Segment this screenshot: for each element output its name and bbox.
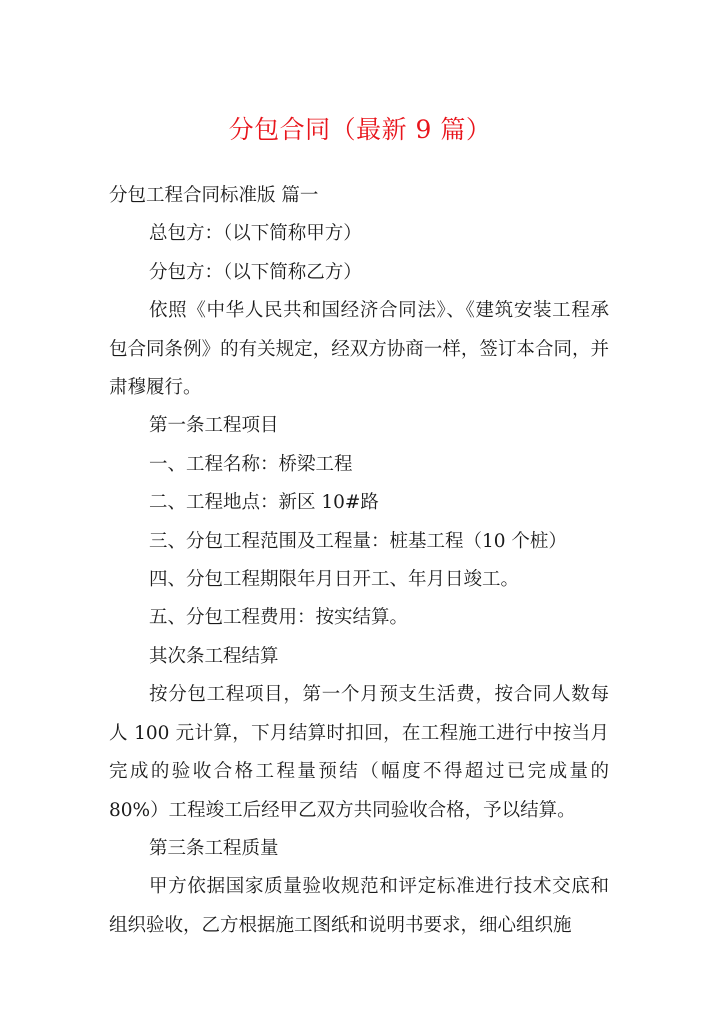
- article-3-heading: 第三条工程质量: [149, 837, 279, 859]
- article-2-heading: 其次条工程结算: [149, 645, 279, 667]
- project-period-item: 四、分包工程期限年月日开工、年月日竣工。: [149, 569, 520, 591]
- settlement-paragraph: 按分包工程项目，第一个月预支生活费，按合同人数每人 100 元计算，下月结算时扣回，在工程施工进行中按当月完成的验收合格工程量预结（幅度不得超过已完成量的 80%）工程竣工后经甲乙双方共同验收合格，予以结算。: [109, 684, 609, 821]
- party-a-paragraph: 总包方：（以下简称甲方）: [149, 223, 362, 245]
- basis-paragraph: 依照《中华人民共和国经济合同法》、《建筑安装工程承包合同条例》的有关规定，经双方协商一样，签订本合同，并肃穆履行。: [109, 300, 609, 399]
- party-b-paragraph: 分包方：（以下简称乙方）: [149, 261, 362, 283]
- project-name-item: 一、工程名称：桥梁工程: [149, 453, 353, 475]
- project-cost-item: 五、分包工程费用：按实结算。: [149, 607, 409, 629]
- quality-paragraph: 甲方依据国家质量验收规范和评定标准进行技术交底和组织验收，乙方根据施工图纸和说明书要求，细心组织施: [109, 876, 609, 936]
- project-scope-item: 三、分包工程范围及工程量：桩基工程（10 个桩）: [149, 530, 567, 552]
- section-heading: 分包工程合同标准版 篇一: [109, 185, 319, 206]
- project-location-item: 二、工程地点：新区 10#路: [149, 492, 379, 514]
- document-body: [109, 177, 609, 945]
- article-1-heading: 第一条工程项目: [149, 415, 279, 437]
- document-title: 分包合同（最新 9 篇）: [228, 115, 492, 144]
